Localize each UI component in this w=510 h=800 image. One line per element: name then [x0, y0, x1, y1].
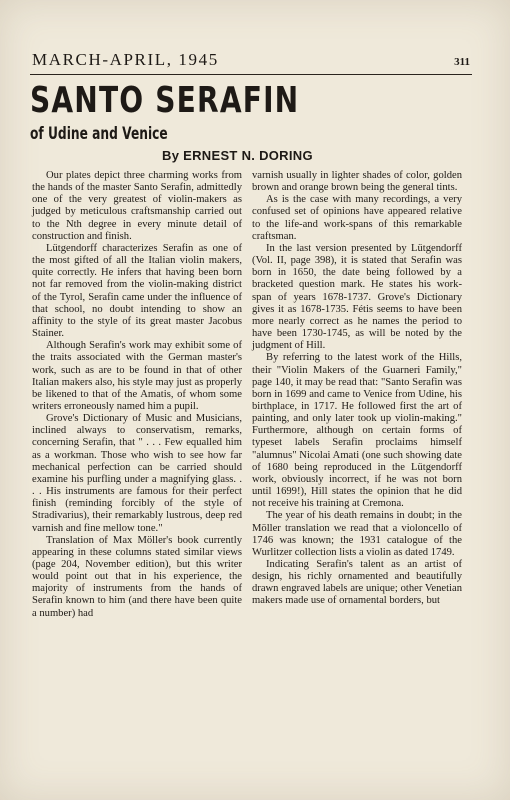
- paragraph: Indicating Serafin's talent as an artist of design, his richly ornamented and beautifully drawn engraved labels are unique; other Venetian makers made use of ornamental borders, but: [252, 559, 462, 607]
- article-title: SANTO SERAFIN: [30, 80, 300, 121]
- left-column: [32, 170, 242, 620]
- article-subtitle: of Udine and Venice: [30, 124, 168, 144]
- right-column: [252, 170, 462, 608]
- paragraph-continued: varnish usually in lighter shades of color, golden brown and orange brown being the general tints.: [252, 170, 462, 194]
- paragraph: As is the case with many recordings, a very confused set of opinions have appeared relative to the life-and work-spans of this remarkable craftsman.: [252, 194, 462, 242]
- paragraph: Translation of Max Möller's book currently appearing in these columns stated similar views (page 204, November edition), but this writer would point out that in his experience, the majority of instruments from the hands of Serafin known to him (and there have been quite a number) had: [32, 534, 242, 619]
- paragraph: By referring to the latest work of the Hills, their "Violin Makers of the Guarneri Family," page 140, it may be read that: "Santo Serafin was born in 1699 and came to Venice from Udine, his birthplace, in 1717. He followed first the art of painting, and only later took up violin-making." Furthermore, although on certain forms of typeset labels Serafin proclaims himself "alumnus" Nicolai Amati (one such showing date of 1680 being reproduced in the Lütgendorff work, obviously incorrect, if he was not born until 1699!), Hill states the opinion that he did not receive his training at Cremona.: [252, 352, 462, 510]
- running-header: [32, 50, 470, 70]
- paragraph: Grove's Dictionary of Music and Musicians, inclined always to conservatism, remarks, concerning Serafin, that " . . . Few equalled him as a workman. Those who wish to see how far mechanical perfection can be carried should examine his purfling under a magnifying glass. . . . His instruments are famous for their perfect finish (reminding forcibly of the style of Stradivarius), their remarkably lustrous, deep red varnish and fine mellow tone.": [32, 413, 242, 534]
- paragraph: Our plates depict three charming works from the hands of the master Santo Serafin, admittedly one of the very greatest of violin-makers as judged by meticulous craftsmanship carried out to the Nth degree in every minute detail of construction and finish.: [32, 170, 242, 242]
- issue-date: MARCH-APRIL, 1945: [32, 50, 219, 69]
- page-number: 311: [454, 56, 470, 68]
- paragraph: Although Serafin's work may exhibit some of the traits associated with the German master's work, such as are to be found in that of other Italian makers also, his style may just as properly be likened to that of the Amatis, of whom some writers erroneously named him a pupil.: [32, 340, 242, 412]
- header-rule: [30, 74, 472, 75]
- paragraph: Lütgendorff characterizes Serafin as one of the most gifted of all the Italian violin makers, quite correctly. He infers that having been born not far removed from the violin-making district of the Tyrol, Serafin came under the influence of that school, no doubt intending to show an affinity to the style of its great master Jacobus Stainer.: [32, 242, 242, 340]
- article-byline: By ERNEST N. DORING: [162, 148, 313, 163]
- paragraph: In the last version presented by Lütgendorff (Vol. II, page 398), it is stated that Serafin was born in 1650, the date being followed by a bracketed question mark. He states his work-span of years 1678-1737. Grove's Dictionary gives it as 1678-1735. Fétis seems to have been more nearly correct as he names the period to have been 1730-1745, as will be noted by the judgment of Hill.: [252, 242, 462, 352]
- paragraph: The year of his death remains in doubt; in the Möller translation we read that a violoncello of 1746 was known; the 1931 catalogue of the Wurlitzer collection lists a violin as dated 1749.: [252, 510, 462, 558]
